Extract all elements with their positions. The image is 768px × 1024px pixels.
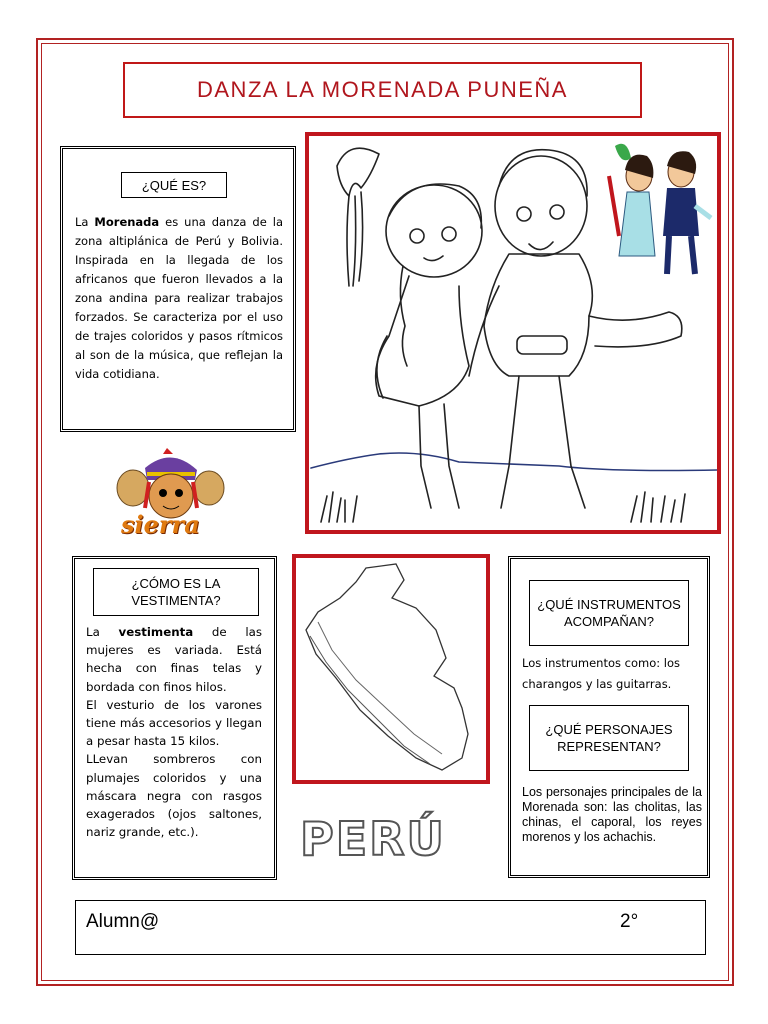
que-es-panel bbox=[60, 146, 296, 432]
page-title: DANZA LA MORENADA PUNEÑA bbox=[197, 77, 568, 102]
vestimenta-body-2: El vesturio de los varones tiene más accesorios y llegan a pesar hasta 15 kilos. bbox=[86, 697, 262, 749]
instrumentos-heading: ¿QUÉ INSTRUMENTOS ACOMPAÑAN? bbox=[537, 597, 681, 629]
personajes-heading-box bbox=[529, 705, 689, 771]
colored-dancers-icon bbox=[609, 144, 713, 278]
sierra-logo bbox=[105, 448, 235, 543]
student-footer bbox=[75, 900, 706, 955]
vestimenta-heading-box bbox=[93, 568, 259, 616]
vestimenta-heading: ¿CÓMO ES LA VESTIMENTA? bbox=[131, 576, 221, 608]
peru-map-panel bbox=[292, 554, 490, 784]
que-es-bold: Morenada bbox=[94, 215, 160, 229]
title-box bbox=[123, 62, 642, 118]
personajes-text: Los personajes principales de la Morenada son: las cholitas, las chinas, el caporal, los reyes morenos y los achachis. bbox=[522, 785, 702, 844]
que-es-heading: ¿QUÉ ES? bbox=[141, 177, 207, 193]
grado-label: 2° bbox=[620, 911, 639, 932]
vestimenta-panel bbox=[72, 556, 277, 880]
que-es-text bbox=[75, 213, 283, 384]
peru-label: PERÚ bbox=[300, 812, 446, 866]
que-es-body: es una danza de la zona altiplánica de Perú y Bolivia. Inspirada en la llegada de los africanos que fueron llevados a la zona andina para realizar trabajos forzados. Se caracteriza por el uso de trajes coloridos y pasos rítmicos al son de la música, que reflejan la vida cotidiana. bbox=[75, 215, 283, 381]
alumno-label: Alumn@ bbox=[86, 911, 160, 932]
dancers-illustration bbox=[305, 132, 721, 534]
vestimenta-body-3: LLevan sombreros con plumajes coloridos y una máscara negra con rasgos exagerados (ojos saltones, nariz grande, etc.). bbox=[86, 752, 262, 840]
instrumentos-heading-box bbox=[529, 580, 689, 646]
right-info-panel bbox=[508, 556, 710, 878]
vestimenta-text bbox=[86, 623, 262, 841]
vestimenta-lead: La bbox=[86, 625, 119, 639]
que-es-heading-box bbox=[121, 172, 227, 198]
dancers-drawing bbox=[309, 136, 717, 530]
personajes-heading: ¿QUÉ PERSONAJES REPRESENTAN? bbox=[545, 722, 673, 754]
sierra-logo-text: sierra bbox=[121, 510, 200, 539]
instrumentos-text: Los instrumentos como: los charangos y las guitarras. bbox=[522, 656, 680, 691]
peru-map-icon bbox=[296, 558, 486, 780]
que-es-lead: La bbox=[75, 215, 95, 229]
vestimenta-body-1: de las mujeres es variada. Está hecha con finas telas y bordada con finos hilos. bbox=[86, 625, 262, 694]
vestimenta-bold: vestimenta bbox=[118, 625, 194, 639]
